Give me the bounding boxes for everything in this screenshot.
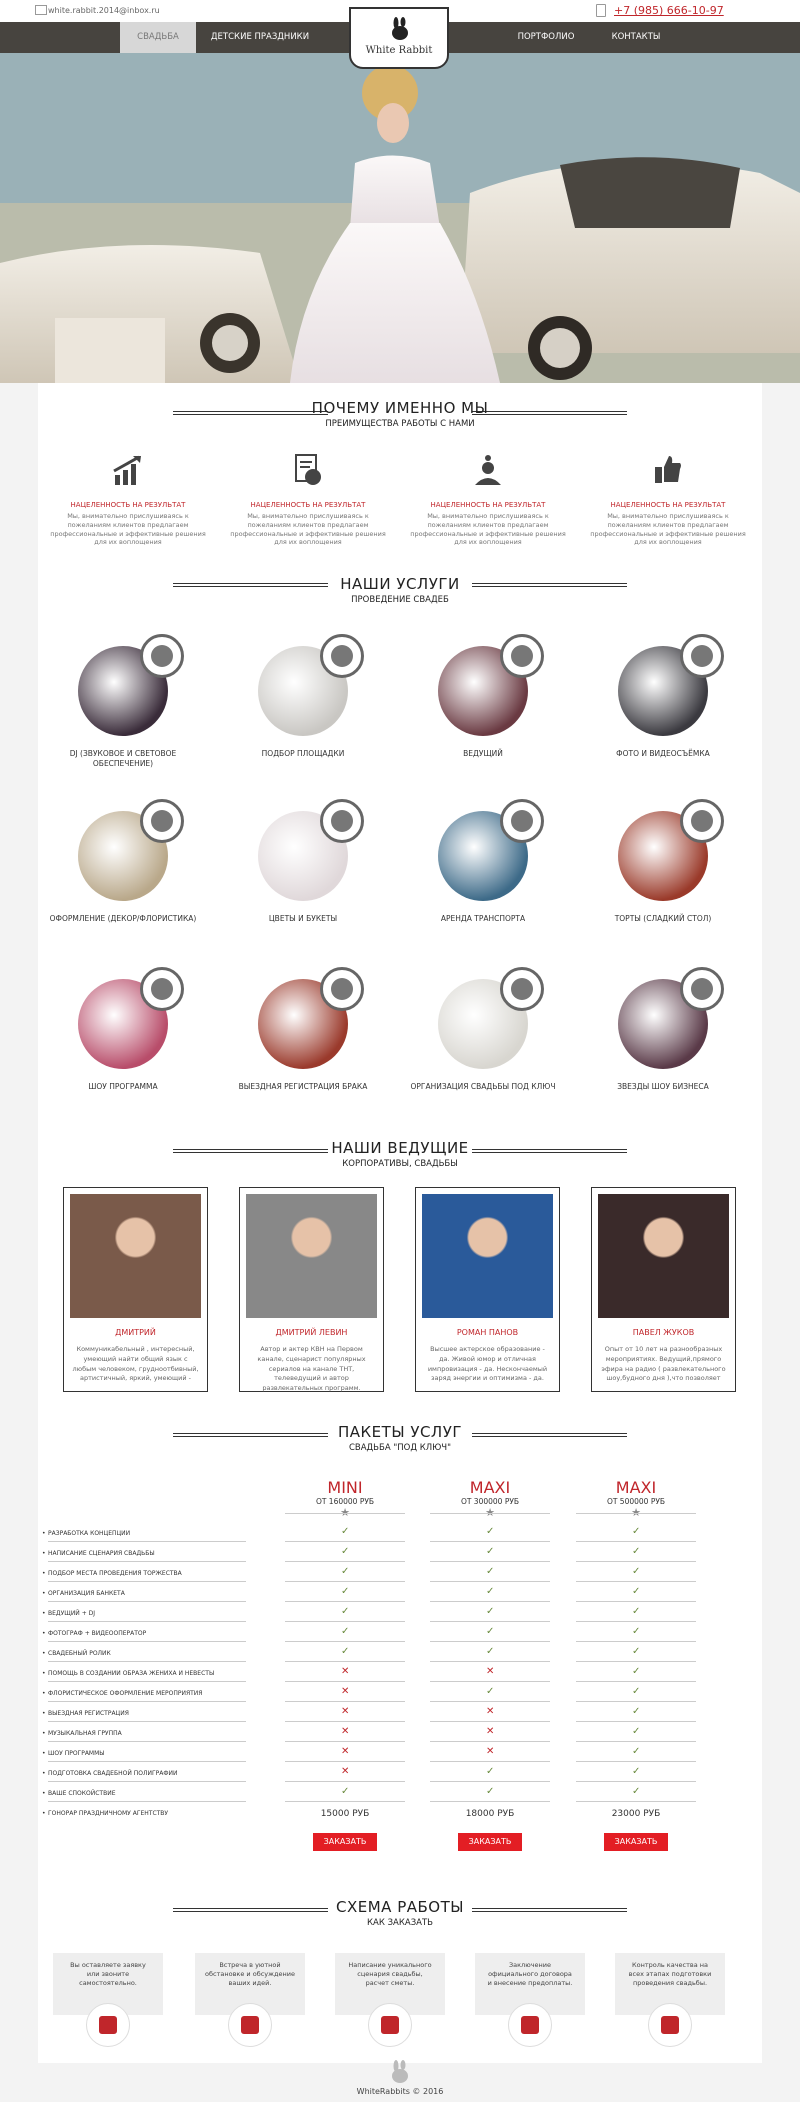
service-badge-glyph-icon [151,978,173,1000]
scheme-step-glyph-icon [661,2016,679,2034]
check-icon: ✓ [341,1646,350,1657]
service-photo [258,646,348,736]
check-icon: ✓ [632,1666,641,1677]
rabbit-logo-icon [389,17,411,41]
row-divider [430,1621,550,1622]
service-photo [438,811,528,901]
package-row [48,1683,641,1703]
row-divider [430,1761,550,1762]
scheme-step-icon [228,2003,272,2047]
feature-text: Мы, внимательно прислушиваясь к пожеланиям клиентов предлагаем профессиональные и эффективные решения для их воплощения [590,512,746,547]
scheme-step: Написание уникального сценария свадьбы, расчет сметы. [335,1953,445,2015]
row-divider [576,1681,696,1682]
scheme-step-glyph-icon [99,2016,117,2034]
feature-2 [228,453,388,547]
row-divider [430,1541,550,1542]
service-label: ЗВЕЗДЫ ШОУ БИЗНЕСА [617,1082,709,1091]
check-icon: ✓ [632,1606,641,1617]
package-row [48,1763,641,1783]
row-divider [48,1741,246,1742]
check-icon: ✓ [632,1586,641,1597]
service-photo [78,811,168,901]
feature-label: • ФЛОРИСТИЧЕСКОЕ ОФОРМЛЕНИЕ МЕРОПРИЯТИЯ [48,1690,202,1697]
service-item[interactable] [588,979,738,1092]
service-item[interactable] [228,646,378,759]
hosts-section-title [38,1139,762,1169]
row-divider [285,1761,405,1762]
row-divider [285,1781,405,1782]
package-row [48,1523,641,1543]
service-badge-glyph-icon [691,978,713,1000]
check-icon: ✓ [341,1566,350,1577]
row-divider [576,1621,696,1622]
nav-kids[interactable]: ДЕТСКИЕ ПРАЗДНИКИ [210,32,310,42]
feature-label: • ВАШЕ СПОКОЙСТВИЕ [48,1790,115,1797]
nav-portfolio[interactable]: ПОРТФОЛИО [517,32,575,42]
idea-person-icon [471,453,505,487]
row-divider [576,1541,696,1542]
package-price: ОТ 500000 РУБ [606,1497,666,1506]
package-price: ОТ 300000 РУБ [460,1497,520,1506]
row-divider [48,1661,246,1662]
row-divider [48,1681,246,1682]
scheme-step: Встреча в уютной обстановке и обсуждение ваших идей. [195,1953,305,2015]
host-card[interactable] [591,1187,736,1392]
service-badge-glyph-icon [331,645,353,667]
service-badge-icon [680,634,724,678]
email-link[interactable]: white.rabbit.2014@inbox.ru [48,6,160,15]
service-badge-icon [320,967,364,1011]
scheme-subtitle: КАК ЗАКАЗАТЬ [367,1918,433,1928]
scheme-step-icon [86,2003,130,2047]
service-badge-icon [500,967,544,1011]
feature-title: НАЦЕЛЕННОСТЬ НА РЕЗУЛЬТАТ [430,501,546,509]
host-name: ДМИТРИЙ ЛЕВИН [275,1328,348,1337]
row-divider [430,1801,550,1802]
row-divider [48,1561,246,1562]
row-divider [576,1561,696,1562]
package-fee: 15000 РУБ [320,1809,370,1819]
package-name: MAXI [469,1478,511,1497]
check-icon: ✓ [486,1526,495,1537]
cross-icon: ✕ [486,1706,495,1717]
fee-label: • ГОНОРАР ПРАЗДНИЧНОМУ АГЕНТСТВУ [48,1810,168,1817]
row-divider [430,1721,550,1722]
check-icon: ✓ [632,1686,641,1697]
nav-wedding[interactable]: СВАДЬБА [120,22,196,53]
service-badge-icon [680,799,724,843]
service-photo [78,646,168,736]
row-divider [576,1781,696,1782]
service-badge-icon [500,799,544,843]
host-photo [422,1194,553,1318]
service-photo [258,811,348,901]
service-item[interactable] [588,811,738,924]
row-divider [576,1741,696,1742]
service-badge-glyph-icon [511,978,533,1000]
content-area [38,383,762,2063]
star-icon: ★ [340,1506,350,1519]
row-divider [576,1601,696,1602]
row-divider [576,1721,696,1722]
check-icon: ✓ [486,1686,495,1697]
check-icon: ✓ [632,1766,641,1777]
service-badge-icon [320,634,364,678]
services-title: НАШИ УСЛУГИ [340,575,460,593]
check-icon: ✓ [632,1526,641,1537]
scheme-section-title [38,1898,762,1928]
feature-label: • ШОУ ПРОГРАММЫ [48,1750,105,1757]
feature-label: • ВЫЕЗДНАЯ РЕГИСТРАЦИЯ [48,1710,129,1717]
service-badge-glyph-icon [511,645,533,667]
row-divider [285,1741,405,1742]
document-money-icon [291,453,325,487]
feature-title: НАЦЕЛЕННОСТЬ НА РЕЗУЛЬТАТ [250,501,366,509]
row-divider [576,1581,696,1582]
check-icon: ✓ [632,1786,641,1797]
feature-label: • ФОТОГРАФ + ВИДЕООПЕРАТОР [48,1630,146,1637]
scheme-step: Заключение официального договора и внесение предоплаты. [475,1953,585,2015]
service-photo [618,811,708,901]
package-row [48,1623,641,1643]
service-badge-icon [500,634,544,678]
service-badge-icon [140,799,184,843]
copyright: WhiteRabbits © 2016 [356,2087,444,2096]
host-name: ДМИТРИЙ [115,1328,156,1337]
row-divider [430,1641,550,1642]
row-divider [430,1681,550,1682]
hosts-title: НАШИ ВЕДУЩИЕ [331,1139,469,1157]
service-label: ОРГАНИЗАЦИЯ СВАДЬБЫ ПОД КЛЮЧ [410,1082,556,1091]
hero-bride-car-image [0,53,800,383]
scheme-step-icon [648,2003,692,2047]
row-divider [430,1581,550,1582]
check-icon: ✓ [486,1786,495,1797]
service-badge-glyph-icon [151,645,173,667]
check-icon: ✓ [486,1646,495,1657]
service-label: ЦВЕТЫ И БУКЕТЫ [268,914,338,923]
packages-title: ПАКЕТЫ УСЛУГ [337,1423,462,1441]
row-divider [430,1661,550,1662]
scheme-step-glyph-icon [521,2016,539,2034]
row-divider [285,1601,405,1602]
scheme-step-glyph-icon [381,2016,399,2034]
host-name: РОМАН ПАНОВ [456,1328,519,1337]
service-label: ПОДБОР ПЛОЩАДКИ [261,749,345,758]
service-item[interactable] [228,979,378,1092]
scheme-step: Контроль качества на всех этапах подготовки проведения свадьбы. [615,1953,725,2015]
check-icon: ✓ [486,1626,495,1637]
nav-contacts[interactable]: КОНТАКТЫ [611,32,661,42]
check-icon: ✓ [486,1606,495,1617]
service-item[interactable] [48,979,198,1092]
host-photo [598,1194,729,1318]
service-label: DJ (ЗВУКОВОЕ И СВЕТОВОЕ ОБЕСПЕЧЕНИЕ) [69,749,177,768]
service-badge-glyph-icon [691,810,713,832]
services-section-title [38,575,762,605]
row-divider [430,1561,550,1562]
cross-icon: ✕ [486,1726,495,1737]
feature-title: НАЦЕЛЕННОСТЬ НА РЕЗУЛЬТАТ [70,501,186,509]
cross-icon: ✕ [341,1766,350,1777]
cross-icon: ✕ [341,1726,350,1737]
package-name: MINI [327,1478,363,1497]
row-divider [285,1561,405,1562]
why-subtitle: ПРЕИМУЩЕСТВА РАБОТЫ С НАМИ [325,419,475,429]
feature-label: • ОРГАНИЗАЦИЯ БАНКЕТА [48,1590,125,1597]
check-icon: ✓ [632,1706,641,1717]
host-card[interactable] [415,1187,560,1392]
feature-text: Мы, внимательно прислушиваясь к пожеланиям клиентов предлагаем профессиональные и эффективные решения для их воплощения [410,512,566,547]
row-divider [48,1781,246,1782]
order-button[interactable]: ЗАКАЗАТЬ [458,1833,522,1851]
service-item[interactable] [48,811,198,924]
feature-label: • НАПИСАНИЕ СЦЕНАРИЯ СВАДЬБЫ [48,1550,155,1557]
row-divider [430,1781,550,1782]
row-divider [576,1661,696,1662]
row-divider [576,1641,696,1642]
row-divider [430,1601,550,1602]
feature-label: • СВАДЕБНЫЙ РОЛИК [48,1650,111,1657]
cross-icon: ✕ [341,1666,350,1677]
star-icon: ★ [485,1506,495,1519]
row-divider [285,1541,405,1542]
row-divider [48,1581,246,1582]
check-icon: ✓ [632,1626,641,1637]
service-photo [618,646,708,736]
service-item[interactable] [408,811,558,924]
feature-label: • ПОМОЩЬ В СОЗДАНИИ ОБРАЗА ЖЕНИХА И НЕВЕСТЫ [48,1670,214,1677]
service-photo [258,979,348,1069]
service-badge-icon [140,634,184,678]
package-row [48,1583,641,1603]
host-card[interactable] [239,1187,384,1392]
check-icon: ✓ [632,1566,641,1577]
service-item[interactable] [48,646,198,769]
row-divider [576,1801,696,1802]
service-item[interactable] [408,646,558,759]
package-row [48,1723,641,1743]
service-label: ВЕДУЩИЙ [463,749,503,758]
row-divider [430,1701,550,1702]
package-row [48,1543,641,1563]
phone-link[interactable]: +7 (985) 666-10-97 [614,4,724,17]
service-badge-glyph-icon [691,645,713,667]
check-icon: ✓ [341,1586,350,1597]
feature-label: • ПОДГОТОВКА СВАДЕБНОЙ ПОЛИГРАФИИ [48,1770,177,1777]
check-icon: ✓ [486,1546,495,1557]
service-label: АРЕНДА ТРАНСПОРТА [440,914,526,923]
hero-banner [0,53,800,383]
row-divider [48,1801,246,1802]
package-fee: 23000 РУБ [611,1809,661,1819]
row-divider [48,1541,246,1542]
feature-text: Мы, внимательно прислушиваясь к пожеланиям клиентов предлагаем профессиональные и эффективные решения для их воплощения [50,512,206,547]
host-name: ПАВЕЛ ЖУКОВ [632,1328,695,1337]
scheme-step-icon [508,2003,552,2047]
check-icon: ✓ [632,1546,641,1557]
service-photo [78,979,168,1069]
service-photo [438,979,528,1069]
row-divider [576,1761,696,1762]
feature-label: • МУЗЫКАЛЬНАЯ ГРУППА [48,1730,122,1737]
scheme-step-icon [368,2003,412,2047]
check-icon: ✓ [632,1746,641,1757]
check-icon: ✓ [632,1646,641,1657]
cross-icon: ✕ [341,1746,350,1757]
row-divider [285,1641,405,1642]
scheme-step-glyph-icon [241,2016,259,2034]
feature-label: • ПОДБОР МЕСТА ПРОВЕДЕНИЯ ТОРЖЕСТВА [48,1570,182,1577]
check-icon: ✓ [486,1566,495,1577]
feature-4 [588,453,748,547]
scheme-title: СХЕМА РАБОТЫ [336,1898,464,1916]
service-label: ФОТО И ВИДЕОСЪЁМКА [616,749,710,758]
check-icon: ✓ [486,1766,495,1777]
host-description: Опыт от 10 лет на разнообразных мероприятиях. Ведущий,прямого эфира на радио ( развлекательного шоу,будного дня ),что позволяет [601,1345,726,1383]
service-badge-icon [140,967,184,1011]
package-price: ОТ 160000 РУБ [315,1497,375,1506]
host-photo [70,1194,201,1318]
check-icon: ✓ [486,1586,495,1597]
package-row [48,1783,641,1803]
row-divider [285,1701,405,1702]
package-row [48,1663,641,1683]
row-divider [48,1621,246,1622]
check-icon: ✓ [341,1786,350,1797]
host-photo [246,1194,377,1318]
service-badge-glyph-icon [151,810,173,832]
packages-section-title [38,1423,762,1453]
service-label: ТОРТЫ (СЛАДКИЙ СТОЛ) [614,914,712,923]
row-divider [285,1581,405,1582]
package-row [48,1703,641,1723]
packages-subtitle: СВАДЬБА "ПОД КЛЮЧ" [348,1443,452,1453]
row-divider [285,1801,405,1802]
service-photo [618,979,708,1069]
thumbs-up-icon [651,453,685,487]
cross-icon: ✕ [486,1666,495,1677]
package-divider [430,1513,550,1514]
package-divider [576,1513,696,1514]
check-icon: ✓ [341,1526,350,1537]
row-divider [576,1701,696,1702]
row-divider [48,1701,246,1702]
feature-text: Мы, внимательно прислушиваясь к пожеланиям клиентов предлагаем профессиональные и эффективные решения для их воплощения [230,512,386,547]
growth-chart-icon [111,453,145,487]
package-fee: 18000 РУБ [465,1809,515,1819]
cross-icon: ✕ [486,1746,495,1757]
footer [0,2060,800,2096]
feature-3 [408,453,568,547]
row-divider [285,1721,405,1722]
feature-label: • РАЗРАБОТКА КОНЦЕПЦИИ [48,1530,130,1537]
check-icon: ✓ [341,1626,350,1637]
cross-icon: ✕ [341,1706,350,1717]
service-item[interactable] [588,646,738,759]
why-title: ПОЧЕМУ ИМЕННО МЫ [311,399,489,417]
logo-text: White Rabbit [365,45,433,56]
star-icon: ★ [631,1506,641,1519]
scheme-step: Вы оставляете заявку или звоните самостоятельно. [53,1953,163,2015]
feature-1 [48,453,208,547]
services-subtitle: ПРОВЕДЕНИЕ СВАДЕБ [351,595,449,605]
check-icon: ✓ [632,1726,641,1737]
check-icon: ✓ [341,1606,350,1617]
package-row [48,1603,641,1623]
service-badge-glyph-icon [331,810,353,832]
why-section-title [38,399,762,429]
service-label: ОФОРМЛЕНИЕ (ДЕКОР/ФЛОРИСТИКА) [49,914,197,923]
service-badge-glyph-icon [331,978,353,1000]
service-badge-icon [680,967,724,1011]
feature-title: НАЦЕЛЕННОСТЬ НА РЕЗУЛЬТАТ [610,501,726,509]
check-icon: ✓ [341,1546,350,1557]
service-badge-glyph-icon [511,810,533,832]
row-divider [285,1621,405,1622]
row-divider [285,1681,405,1682]
package-divider [285,1513,405,1514]
package-row [48,1743,641,1763]
cross-icon: ✕ [341,1686,350,1697]
rabbit-footer-icon [389,2060,411,2084]
package-row [48,1643,641,1663]
feature-label: • ВЕДУЩИЙ + DJ [48,1610,95,1617]
row-divider [430,1741,550,1742]
row-divider [48,1721,246,1722]
host-description: Высшее актерское образование - да. Живой юмор и отличная импровизация - да. Нескончаемый заряд энергии и оптимизма - да. [427,1345,548,1383]
row-divider [48,1601,246,1602]
service-item[interactable] [228,811,378,924]
host-description: Коммуникабельный , интересный, умеющий найти общий язык с любым человеком, грудноотбивный, артистичный, яркий, умеющий - [72,1345,199,1383]
order-button[interactable]: ЗАКАЗАТЬ [604,1833,668,1851]
package-row [48,1563,641,1583]
logo[interactable] [349,7,449,69]
service-label: ВЫЕЗДНАЯ РЕГИСТРАЦИЯ БРАКА [238,1082,368,1091]
service-item[interactable] [408,979,558,1092]
package-name: MAXI [615,1478,657,1497]
hosts-subtitle: КОРПОРАТИВЫ, СВАДЬБЫ [342,1159,458,1169]
row-divider [48,1641,246,1642]
service-badge-icon [320,799,364,843]
host-card[interactable] [63,1187,208,1392]
host-description: Автор и актер КВН на Первом канале, сценарист популярных сериалов на канале ТНТ, телеведущий и автор развлекательных программ. [257,1345,366,1392]
order-button[interactable]: ЗАКАЗАТЬ [313,1833,377,1851]
service-label: ШОУ ПРОГРАММА [88,1082,158,1091]
row-divider [48,1761,246,1762]
service-photo [438,646,528,736]
row-divider [285,1661,405,1662]
